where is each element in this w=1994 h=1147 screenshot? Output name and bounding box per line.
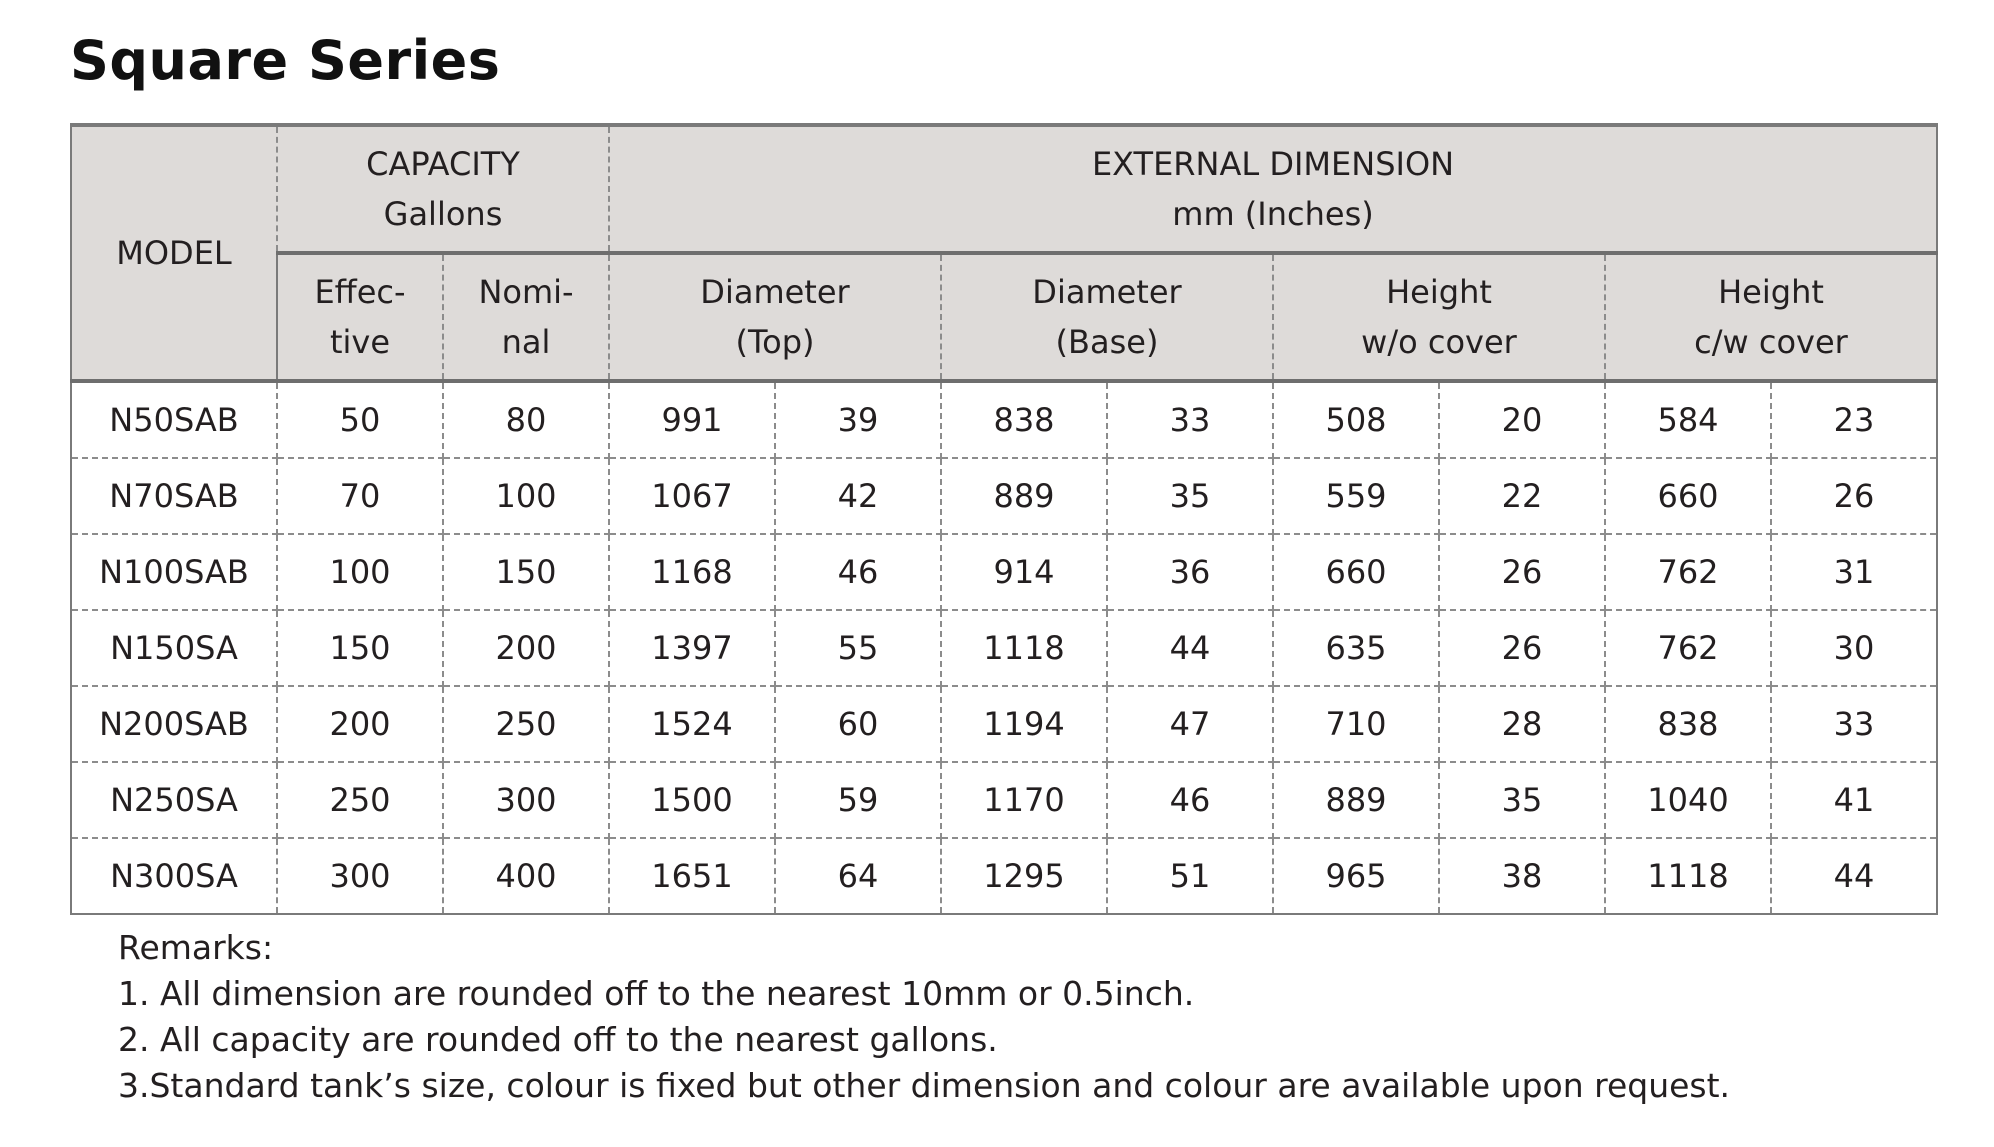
height-without-cover-in-cell: 35 <box>1439 762 1605 838</box>
diameter-base-in-cell: 36 <box>1107 534 1273 610</box>
diameter-top-mm-cell: 1500 <box>609 762 775 838</box>
height-with-cover-in-cell: 41 <box>1771 762 1937 838</box>
height-with-cover-in-cell: 31 <box>1771 534 1937 610</box>
nominal-header <box>443 253 609 381</box>
height-with-cover-in-cell: 30 <box>1771 610 1937 686</box>
nominal-cell: 400 <box>443 838 609 914</box>
height-without-cover-mm-cell: 635 <box>1273 610 1439 686</box>
model-cell: N200SAB <box>71 686 277 762</box>
capacity-header <box>277 125 609 253</box>
height-with-cover-mm-cell: 660 <box>1605 458 1771 534</box>
remarks-heading: Remarks: <box>118 928 274 967</box>
remark-item: 2. All capacity are rounded off to the nearest gallons. <box>118 1020 998 1059</box>
height-with-cover-mm-cell: 584 <box>1605 381 1771 458</box>
effective-cell: 70 <box>277 458 443 534</box>
diameter-top-mm-cell: 1067 <box>609 458 775 534</box>
effective-cell: 150 <box>277 610 443 686</box>
capacity-header-line1: CAPACITY <box>366 145 520 183</box>
table-row <box>71 610 1937 686</box>
diameter-top-mm-cell: 1397 <box>609 610 775 686</box>
diameter-base-header-line1: Diameter <box>1032 273 1182 311</box>
height-without-cover-in-cell: 26 <box>1439 534 1605 610</box>
nominal-cell: 80 <box>443 381 609 458</box>
height-without-cover-mm-cell: 710 <box>1273 686 1439 762</box>
model-cell: N250SA <box>71 762 277 838</box>
spec-table <box>70 123 1938 915</box>
page-title: Square Series <box>70 29 501 92</box>
diameter-top-mm-cell: 991 <box>609 381 775 458</box>
model-cell: N300SA <box>71 838 277 914</box>
effective-cell: 200 <box>277 686 443 762</box>
table-row <box>71 762 1937 838</box>
external-dimension-header-line1: EXTERNAL DIMENSION <box>1091 145 1455 183</box>
height-with-cover-mm-cell: 1040 <box>1605 762 1771 838</box>
height-without-cover-in-cell: 28 <box>1439 686 1605 762</box>
height-with-cover-mm-cell: 838 <box>1605 686 1771 762</box>
model-cell: N70SAB <box>71 458 277 534</box>
height-with-cover-header-line2: c/w cover <box>1694 323 1848 361</box>
height-with-cover-header <box>1605 253 1937 381</box>
diameter-base-in-cell: 46 <box>1107 762 1273 838</box>
diameter-base-mm-cell: 1194 <box>941 686 1107 762</box>
table-row <box>71 534 1937 610</box>
height-without-cover-mm-cell: 965 <box>1273 838 1439 914</box>
model-cell: N50SAB <box>71 381 277 458</box>
height-without-cover-mm-cell: 660 <box>1273 534 1439 610</box>
diameter-top-header-line1: Diameter <box>700 273 850 311</box>
height-without-cover-header-line2: w/o cover <box>1361 323 1517 361</box>
diameter-base-mm-cell: 838 <box>941 381 1107 458</box>
table-row <box>71 458 1937 534</box>
remarks <box>118 925 1730 1109</box>
height-with-cover-in-cell: 23 <box>1771 381 1937 458</box>
table-body <box>71 381 1937 914</box>
diameter-top-in-cell: 55 <box>775 610 941 686</box>
external-dimension-header <box>609 125 1937 253</box>
diameter-top-in-cell: 39 <box>775 381 941 458</box>
diameter-top-mm-cell: 1168 <box>609 534 775 610</box>
height-with-cover-in-cell: 26 <box>1771 458 1937 534</box>
height-without-cover-header <box>1273 253 1605 381</box>
diameter-base-mm-cell: 889 <box>941 458 1107 534</box>
diameter-top-in-cell: 59 <box>775 762 941 838</box>
height-without-cover-mm-cell: 508 <box>1273 381 1439 458</box>
height-without-cover-in-cell: 22 <box>1439 458 1605 534</box>
diameter-base-header-line2: (Base) <box>1055 323 1159 361</box>
height-without-cover-mm-cell: 559 <box>1273 458 1439 534</box>
remark-item: 1. All dimension are rounded off to the nearest 10mm or 0.5inch. <box>118 974 1195 1013</box>
nominal-cell: 200 <box>443 610 609 686</box>
diameter-base-in-cell: 33 <box>1107 381 1273 458</box>
height-with-cover-mm-cell: 762 <box>1605 610 1771 686</box>
height-with-cover-header-line1: Height <box>1718 273 1824 311</box>
diameter-base-in-cell: 51 <box>1107 838 1273 914</box>
diameter-base-mm-cell: 1295 <box>941 838 1107 914</box>
nominal-cell: 250 <box>443 686 609 762</box>
height-with-cover-mm-cell: 1118 <box>1605 838 1771 914</box>
effective-header <box>277 253 443 381</box>
height-without-cover-in-cell: 20 <box>1439 381 1605 458</box>
effective-cell: 50 <box>277 381 443 458</box>
nominal-cell: 300 <box>443 762 609 838</box>
effective-header-line2: tive <box>329 323 391 361</box>
model-cell: N150SA <box>71 610 277 686</box>
capacity-header-line2: Gallons <box>383 195 503 233</box>
diameter-base-mm-cell: 1170 <box>941 762 1107 838</box>
diameter-top-mm-cell: 1524 <box>609 686 775 762</box>
nominal-cell: 150 <box>443 534 609 610</box>
effective-header-line1: Effec- <box>314 273 406 311</box>
nominal-cell: 100 <box>443 458 609 534</box>
diameter-base-mm-cell: 914 <box>941 534 1107 610</box>
height-with-cover-mm-cell: 762 <box>1605 534 1771 610</box>
height-with-cover-in-cell: 33 <box>1771 686 1937 762</box>
diameter-top-in-cell: 60 <box>775 686 941 762</box>
diameter-base-mm-cell: 1118 <box>941 610 1107 686</box>
height-with-cover-in-cell: 44 <box>1771 838 1937 914</box>
diameter-base-header <box>941 253 1273 381</box>
diameter-base-in-cell: 35 <box>1107 458 1273 534</box>
diameter-top-mm-cell: 1651 <box>609 838 775 914</box>
diameter-top-in-cell: 42 <box>775 458 941 534</box>
model-header: MODEL <box>71 125 277 381</box>
height-without-cover-in-cell: 38 <box>1439 838 1605 914</box>
height-without-cover-header-line1: Height <box>1386 273 1492 311</box>
table-row <box>71 838 1937 914</box>
table-row <box>71 381 1937 458</box>
table-header <box>71 125 1937 381</box>
diameter-top-in-cell: 46 <box>775 534 941 610</box>
diameter-top-in-cell: 64 <box>775 838 941 914</box>
external-dimension-header-line2: mm (Inches) <box>1172 195 1374 233</box>
table-row <box>71 686 1937 762</box>
nominal-header-line2: nal <box>501 323 551 361</box>
model-cell: N100SAB <box>71 534 277 610</box>
effective-cell: 300 <box>277 838 443 914</box>
diameter-top-header-line2: (Top) <box>735 323 815 361</box>
effective-cell: 100 <box>277 534 443 610</box>
height-without-cover-in-cell: 26 <box>1439 610 1605 686</box>
nominal-header-line1: Nomi- <box>478 273 574 311</box>
diameter-base-in-cell: 47 <box>1107 686 1273 762</box>
diameter-top-header <box>609 253 941 381</box>
effective-cell: 250 <box>277 762 443 838</box>
remark-item: 3.Standard tank’s size, colour is fixed but other dimension and colour are available upon request. <box>118 1066 1731 1105</box>
height-without-cover-mm-cell: 889 <box>1273 762 1439 838</box>
diameter-base-in-cell: 44 <box>1107 610 1273 686</box>
